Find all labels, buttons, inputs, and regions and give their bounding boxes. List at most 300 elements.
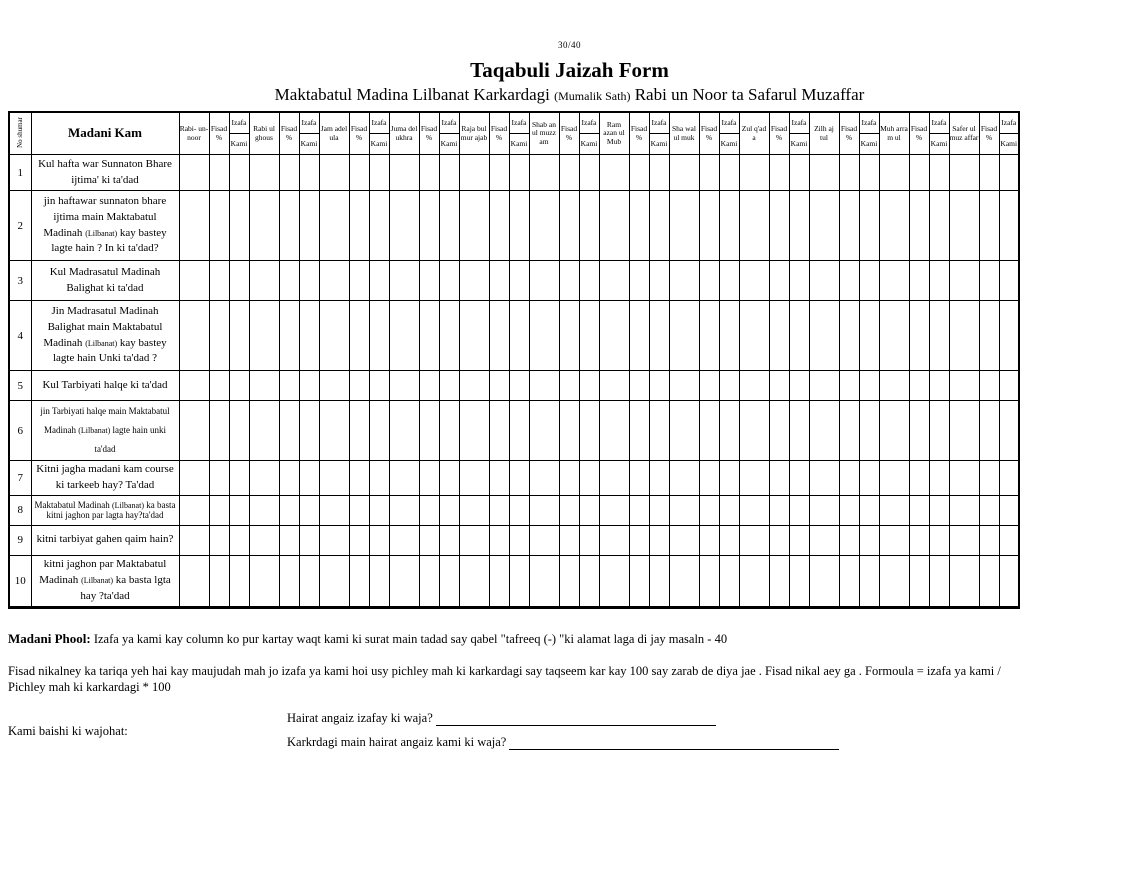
entry-cell-fisad bbox=[839, 155, 859, 191]
entry-cell-month bbox=[599, 261, 629, 301]
entry-cell-month bbox=[739, 525, 769, 555]
entry-cell-izafa-kami bbox=[579, 191, 599, 261]
entry-cell-month bbox=[809, 261, 839, 301]
kami-baishi-label: Kami baishi ki wajohat: bbox=[8, 724, 128, 739]
entry-cell-month bbox=[529, 261, 559, 301]
entry-cell-fisad bbox=[349, 191, 369, 261]
entry-cell-izafa-kami bbox=[439, 461, 459, 496]
madani-phool-line bbox=[8, 631, 1028, 647]
entry-cell-fisad bbox=[559, 371, 579, 401]
entry-cell-izafa-kami bbox=[859, 495, 879, 525]
entry-cell-izafa-kami bbox=[579, 155, 599, 191]
entry-cell-month bbox=[809, 155, 839, 191]
entry-cell-izafa-kami bbox=[369, 301, 389, 371]
entry-cell-month bbox=[809, 555, 839, 607]
entry-cell-fisad bbox=[979, 371, 999, 401]
entry-cell-izafa-kami bbox=[229, 401, 249, 461]
izafa-label: Izafa bbox=[1000, 113, 1019, 134]
entry-cell-month bbox=[249, 555, 279, 607]
entry-cell-izafa-kami bbox=[369, 525, 389, 555]
entry-cell-izafa-kami bbox=[719, 525, 739, 555]
entry-cell-month bbox=[319, 301, 349, 371]
entry-cell-fisad bbox=[209, 191, 229, 261]
entry-cell-month bbox=[669, 261, 699, 301]
entry-cell-month bbox=[599, 555, 629, 607]
entry-cell-fisad bbox=[769, 401, 789, 461]
month-header: Juma del ukhra bbox=[389, 112, 419, 155]
question-kami-row bbox=[287, 735, 1028, 750]
izafa-label: Izafa bbox=[860, 113, 879, 134]
kami-label: Kami bbox=[370, 138, 388, 148]
reasons-block bbox=[8, 711, 1028, 771]
entry-cell-izafa-kami bbox=[649, 301, 669, 371]
row-number: 7 bbox=[9, 461, 31, 496]
entry-cell-izafa-kami bbox=[719, 371, 739, 401]
entry-cell-month bbox=[669, 301, 699, 371]
fisad-percent-header: Fisad % bbox=[979, 112, 999, 155]
entry-cell-izafa-kami bbox=[789, 301, 809, 371]
entry-cell-fisad bbox=[489, 261, 509, 301]
entry-cell-month bbox=[319, 555, 349, 607]
entry-cell-izafa-kami bbox=[579, 301, 599, 371]
entry-cell-fisad bbox=[839, 555, 859, 607]
izafa-kami-header bbox=[719, 112, 739, 155]
entry-cell-fisad bbox=[699, 261, 719, 301]
entry-cell-month bbox=[879, 155, 909, 191]
entry-cell-fisad bbox=[769, 555, 789, 607]
entry-cell-fisad bbox=[629, 555, 649, 607]
entry-cell-fisad bbox=[279, 401, 299, 461]
entry-cell-izafa-kami bbox=[439, 555, 459, 607]
entry-cell-month bbox=[599, 401, 629, 461]
entry-cell-izafa-kami bbox=[859, 371, 879, 401]
entry-cell-izafa-kami bbox=[649, 495, 669, 525]
entry-cell-fisad bbox=[909, 525, 929, 555]
madani-kam-cell: Kul hafta war Sunnaton Bhare ijtima' ki ta'dad bbox=[31, 155, 179, 191]
entry-cell-month bbox=[529, 301, 559, 371]
entry-cell-month bbox=[249, 191, 279, 261]
entry-cell-month bbox=[459, 371, 489, 401]
month-header: Sha wal ul muk bbox=[669, 112, 699, 155]
entry-cell-izafa-kami bbox=[929, 191, 949, 261]
entry-cell-month bbox=[389, 461, 419, 496]
entry-cell-izafa-kami bbox=[579, 371, 599, 401]
entry-cell-month bbox=[249, 495, 279, 525]
entry-cell-month bbox=[949, 495, 979, 525]
entry-cell-month bbox=[389, 301, 419, 371]
entry-cell-fisad bbox=[209, 495, 229, 525]
entry-cell-month bbox=[319, 525, 349, 555]
entry-cell-izafa-kami bbox=[299, 191, 319, 261]
entry-cell-month bbox=[809, 191, 839, 261]
entry-cell-izafa-kami bbox=[229, 495, 249, 525]
month-header: Raja bul mur ajab bbox=[459, 112, 489, 155]
izafa-kami-header bbox=[859, 112, 879, 155]
entry-cell-fisad bbox=[629, 461, 649, 496]
entry-cell-fisad bbox=[629, 401, 649, 461]
entry-cell-fisad bbox=[909, 555, 929, 607]
entry-cell-izafa-kami bbox=[509, 525, 529, 555]
izafa-kami-header bbox=[509, 112, 529, 155]
answer-line-izafa bbox=[436, 713, 716, 726]
entry-cell-month bbox=[599, 495, 629, 525]
entry-cell-fisad bbox=[909, 261, 929, 301]
subtitle-rest: Rabi un Noor ta Safarul Muzaffar bbox=[630, 85, 865, 104]
entry-cell-izafa-kami bbox=[789, 191, 809, 261]
entry-cell-fisad bbox=[839, 301, 859, 371]
row-number: 1 bbox=[9, 155, 31, 191]
fisad-percent-header: Fisad % bbox=[699, 112, 719, 155]
question-kami-text: Karkrdagi main hairat angaiz kami ki waja? bbox=[287, 735, 507, 750]
jaizah-table bbox=[8, 111, 1020, 609]
entry-cell-fisad bbox=[699, 301, 719, 371]
entry-cell-izafa-kami bbox=[439, 525, 459, 555]
entry-cell-fisad bbox=[209, 555, 229, 607]
entry-cell-month bbox=[809, 461, 839, 496]
madani-kam-cell: Kul Madrasatul Madinah Balighat ki ta'dad bbox=[31, 261, 179, 301]
izafa-label: Izafa bbox=[300, 113, 319, 134]
entry-cell-month bbox=[319, 371, 349, 401]
entry-cell-izafa-kami bbox=[789, 261, 809, 301]
entry-cell-fisad bbox=[629, 495, 649, 525]
entry-cell-month bbox=[179, 191, 209, 261]
entry-cell-month bbox=[809, 401, 839, 461]
entry-cell-izafa-kami bbox=[929, 401, 949, 461]
entry-cell-month bbox=[599, 525, 629, 555]
entry-cell-month bbox=[809, 525, 839, 555]
entry-cell-izafa-kami bbox=[999, 461, 1019, 496]
entry-cell-month bbox=[459, 191, 489, 261]
entry-cell-fisad bbox=[419, 525, 439, 555]
madani-kam-header: Madani Kam bbox=[31, 112, 179, 155]
table-row bbox=[9, 525, 1019, 555]
entry-cell-month bbox=[669, 555, 699, 607]
entry-cell-fisad bbox=[629, 525, 649, 555]
entry-cell-izafa-kami bbox=[929, 555, 949, 607]
entry-cell-izafa-kami bbox=[929, 301, 949, 371]
entry-cell-month bbox=[669, 525, 699, 555]
table-row bbox=[9, 461, 1019, 496]
entry-cell-izafa-kami bbox=[859, 261, 879, 301]
entry-cell-month bbox=[319, 461, 349, 496]
entry-cell-izafa-kami bbox=[929, 461, 949, 496]
entry-cell-month bbox=[669, 461, 699, 496]
entry-cell-fisad bbox=[349, 495, 369, 525]
entry-cell-fisad bbox=[839, 401, 859, 461]
no-shumar-header bbox=[9, 112, 31, 155]
izafa-kami-header bbox=[439, 112, 459, 155]
entry-cell-fisad bbox=[279, 525, 299, 555]
entry-cell-izafa-kami bbox=[509, 155, 529, 191]
entry-cell-izafa-kami bbox=[509, 495, 529, 525]
entry-cell-izafa-kami bbox=[509, 371, 529, 401]
entry-cell-month bbox=[739, 371, 769, 401]
row-number: 5 bbox=[9, 371, 31, 401]
entry-cell-izafa-kami bbox=[229, 261, 249, 301]
entry-cell-fisad bbox=[209, 155, 229, 191]
entry-cell-month bbox=[179, 495, 209, 525]
entry-cell-fisad bbox=[419, 461, 439, 496]
entry-cell-izafa-kami bbox=[649, 525, 669, 555]
entry-cell-fisad bbox=[489, 495, 509, 525]
entry-cell-month bbox=[669, 401, 699, 461]
entry-cell-izafa-kami bbox=[369, 261, 389, 301]
izafa-kami-header bbox=[999, 112, 1019, 155]
entry-cell-month bbox=[739, 555, 769, 607]
entry-cell-fisad bbox=[699, 495, 719, 525]
entry-cell-fisad bbox=[209, 461, 229, 496]
entry-cell-month bbox=[739, 301, 769, 371]
entry-cell-fisad bbox=[489, 461, 509, 496]
kami-label: Kami bbox=[510, 138, 528, 148]
entry-cell-izafa-kami bbox=[439, 261, 459, 301]
entry-cell-month bbox=[949, 155, 979, 191]
madani-kam-cell: jin Tarbiyati halqe main Maktabatul Madinah (Lilbanat) lagte hain unki ta'dad bbox=[31, 401, 179, 461]
entry-cell-izafa-kami bbox=[999, 525, 1019, 555]
entry-cell-fisad bbox=[559, 401, 579, 461]
entry-cell-izafa-kami bbox=[929, 525, 949, 555]
entry-cell-fisad bbox=[209, 401, 229, 461]
notes-section bbox=[8, 631, 1028, 772]
fisad-percent-header: Fisad % bbox=[559, 112, 579, 155]
entry-cell-fisad bbox=[699, 525, 719, 555]
entry-cell-fisad bbox=[349, 525, 369, 555]
entry-cell-izafa-kami bbox=[649, 555, 669, 607]
madani-kam-cell: Kul Tarbiyati halqe ki ta'dad bbox=[31, 371, 179, 401]
entry-cell-fisad bbox=[979, 191, 999, 261]
kami-label: Kami bbox=[720, 138, 738, 148]
month-header: Shab an ul muzz am bbox=[529, 112, 559, 155]
entry-cell-izafa-kami bbox=[579, 495, 599, 525]
entry-cell-fisad bbox=[279, 191, 299, 261]
entry-cell-month bbox=[389, 525, 419, 555]
entry-cell-fisad bbox=[909, 495, 929, 525]
entry-cell-month bbox=[249, 301, 279, 371]
entry-cell-month bbox=[459, 555, 489, 607]
entry-cell-izafa-kami bbox=[719, 301, 739, 371]
row-number: 3 bbox=[9, 261, 31, 301]
izafa-label: Izafa bbox=[370, 113, 389, 134]
entry-cell-month bbox=[669, 495, 699, 525]
entry-cell-izafa-kami bbox=[719, 495, 739, 525]
table-row bbox=[9, 261, 1019, 301]
entry-cell-month bbox=[249, 261, 279, 301]
entry-cell-fisad bbox=[209, 301, 229, 371]
entry-cell-fisad bbox=[559, 525, 579, 555]
entry-cell-fisad bbox=[489, 191, 509, 261]
kami-label: Kami bbox=[300, 138, 318, 148]
entry-cell-fisad bbox=[979, 261, 999, 301]
entry-cell-fisad bbox=[419, 495, 439, 525]
izafa-kami-header bbox=[579, 112, 599, 155]
entry-cell-fisad bbox=[209, 261, 229, 301]
entry-cell-izafa-kami bbox=[229, 525, 249, 555]
entry-cell-month bbox=[599, 301, 629, 371]
entry-cell-fisad bbox=[839, 191, 859, 261]
entry-cell-izafa-kami bbox=[999, 191, 1019, 261]
month-header: Ram azan ul Mub bbox=[599, 112, 629, 155]
entry-cell-izafa-kami bbox=[439, 495, 459, 525]
kami-label: Kami bbox=[790, 138, 808, 148]
entry-cell-month bbox=[529, 495, 559, 525]
kami-label: Kami bbox=[440, 138, 458, 148]
entry-cell-month bbox=[249, 461, 279, 496]
month-header: Jam adel ula bbox=[319, 112, 349, 155]
entry-cell-izafa-kami bbox=[999, 371, 1019, 401]
entry-cell-month bbox=[949, 461, 979, 496]
entry-cell-fisad bbox=[349, 555, 369, 607]
entry-cell-month bbox=[459, 461, 489, 496]
fisad-percent-header: Fisad % bbox=[629, 112, 649, 155]
entry-cell-month bbox=[179, 261, 209, 301]
entry-cell-month bbox=[809, 301, 839, 371]
entry-cell-month bbox=[179, 301, 209, 371]
izafa-label: Izafa bbox=[790, 113, 809, 134]
entry-cell-month bbox=[739, 461, 769, 496]
entry-cell-izafa-kami bbox=[649, 191, 669, 261]
entry-cell-fisad bbox=[769, 461, 789, 496]
entry-cell-fisad bbox=[909, 301, 929, 371]
entry-cell-izafa-kami bbox=[509, 555, 529, 607]
entry-cell-izafa-kami bbox=[369, 155, 389, 191]
entry-cell-month bbox=[949, 371, 979, 401]
entry-cell-month bbox=[879, 261, 909, 301]
entry-cell-fisad bbox=[909, 371, 929, 401]
entry-cell-izafa-kami bbox=[579, 555, 599, 607]
entry-cell-month bbox=[529, 155, 559, 191]
table-row bbox=[9, 371, 1019, 401]
entry-cell-month bbox=[179, 155, 209, 191]
entry-cell-fisad bbox=[769, 261, 789, 301]
entry-cell-izafa-kami bbox=[509, 461, 529, 496]
entry-cell-izafa-kami bbox=[369, 495, 389, 525]
entry-cell-month bbox=[249, 525, 279, 555]
entry-cell-fisad bbox=[909, 461, 929, 496]
entry-cell-month bbox=[459, 301, 489, 371]
entry-cell-fisad bbox=[559, 191, 579, 261]
entry-cell-izafa-kami bbox=[929, 261, 949, 301]
table-row bbox=[9, 495, 1019, 525]
table-row bbox=[9, 155, 1019, 191]
entry-cell-fisad bbox=[419, 261, 439, 301]
entry-cell-fisad bbox=[979, 301, 999, 371]
entry-cell-fisad bbox=[559, 261, 579, 301]
entry-cell-fisad bbox=[699, 191, 719, 261]
page-number: 30/40 bbox=[557, 40, 581, 50]
madani-kam-cell: kitni jaghon par Maktabatul Madinah (Lilbanat) ka basta lgta hay ?ta'dad bbox=[31, 555, 179, 607]
entry-cell-izafa-kami bbox=[439, 155, 459, 191]
entry-cell-month bbox=[599, 461, 629, 496]
entry-cell-izafa-kami bbox=[999, 401, 1019, 461]
entry-cell-izafa-kami bbox=[999, 155, 1019, 191]
header-row bbox=[9, 112, 1019, 155]
month-header: Zul q'ad a bbox=[739, 112, 769, 155]
entry-cell-fisad bbox=[489, 525, 509, 555]
entry-cell-month bbox=[879, 495, 909, 525]
month-header: Rabi ul ghous bbox=[249, 112, 279, 155]
entry-cell-month bbox=[599, 371, 629, 401]
entry-cell-month bbox=[179, 461, 209, 496]
izafa-kami-header bbox=[369, 112, 389, 155]
entry-cell-izafa-kami bbox=[929, 371, 949, 401]
month-header: Zilh aj tul bbox=[809, 112, 839, 155]
entry-cell-month bbox=[809, 495, 839, 525]
entry-cell-izafa-kami bbox=[369, 191, 389, 261]
fisad-percent-header: Fisad % bbox=[279, 112, 299, 155]
question-izafa-row bbox=[287, 711, 1028, 726]
entry-cell-month bbox=[599, 155, 629, 191]
entry-cell-fisad bbox=[419, 371, 439, 401]
subtitle-main: Maktabatul Madina Lilbanat Karkardagi bbox=[274, 85, 555, 104]
entry-cell-month bbox=[809, 371, 839, 401]
entry-cell-izafa-kami bbox=[299, 495, 319, 525]
entry-cell-fisad bbox=[279, 155, 299, 191]
entry-cell-month bbox=[319, 495, 349, 525]
entry-cell-month bbox=[879, 301, 909, 371]
entry-cell-fisad bbox=[349, 301, 369, 371]
entry-cell-fisad bbox=[559, 495, 579, 525]
entry-cell-izafa-kami bbox=[789, 525, 809, 555]
entry-cell-month bbox=[739, 191, 769, 261]
entry-cell-izafa-kami bbox=[439, 401, 459, 461]
entry-cell-izafa-kami bbox=[579, 401, 599, 461]
entry-cell-fisad bbox=[839, 461, 859, 496]
madani-kam-cell: Jin Madrasatul Madinah Balighat main Maktabatul Madinah (Lilbanat) kay bastey lagte hain Unki ta'dad ? bbox=[31, 301, 179, 371]
entry-cell-izafa-kami bbox=[439, 301, 459, 371]
kami-label: Kami bbox=[230, 138, 248, 148]
entry-cell-fisad bbox=[629, 371, 649, 401]
entry-cell-month bbox=[879, 555, 909, 607]
entry-cell-fisad bbox=[839, 525, 859, 555]
entry-cell-month bbox=[739, 495, 769, 525]
entry-cell-month bbox=[529, 461, 559, 496]
entry-cell-fisad bbox=[279, 261, 299, 301]
izafa-label: Izafa bbox=[930, 113, 949, 134]
question-izafa-text: Hairat angaiz izafay ki waja? bbox=[287, 711, 433, 726]
izafa-kami-header bbox=[789, 112, 809, 155]
entry-cell-izafa-kami bbox=[299, 401, 319, 461]
entry-cell-izafa-kami bbox=[719, 461, 739, 496]
entry-cell-month bbox=[179, 525, 209, 555]
entry-cell-fisad bbox=[629, 191, 649, 261]
entry-cell-month bbox=[669, 191, 699, 261]
entry-cell-izafa-kami bbox=[509, 191, 529, 261]
entry-cell-month bbox=[389, 155, 419, 191]
entry-cell-fisad bbox=[699, 155, 719, 191]
entry-cell-izafa-kami bbox=[789, 401, 809, 461]
madani-kam-cell: jin haftawar sunnaton bhare ijtima main Maktabatul Madinah (Lilbanat) kay bastey lagte hain ? In ki ta'dad? bbox=[31, 191, 179, 261]
entry-cell-fisad bbox=[489, 371, 509, 401]
entry-cell-izafa-kami bbox=[439, 191, 459, 261]
entry-cell-fisad bbox=[419, 155, 439, 191]
entry-cell-izafa-kami bbox=[719, 155, 739, 191]
entry-cell-izafa-kami bbox=[299, 555, 319, 607]
entry-cell-fisad bbox=[419, 401, 439, 461]
entry-cell-fisad bbox=[629, 155, 649, 191]
entry-cell-month bbox=[529, 371, 559, 401]
entry-cell-fisad bbox=[699, 555, 719, 607]
entry-cell-month bbox=[459, 155, 489, 191]
madani-kam-cell: Kitni jagha madani kam course ki tarkeeb hay? Ta'dad bbox=[31, 461, 179, 496]
entry-cell-izafa-kami bbox=[859, 555, 879, 607]
entry-cell-month bbox=[459, 401, 489, 461]
entry-cell-izafa-kami bbox=[649, 461, 669, 496]
entry-cell-month bbox=[949, 191, 979, 261]
entry-cell-fisad bbox=[279, 301, 299, 371]
entry-cell-izafa-kami bbox=[369, 461, 389, 496]
entry-cell-fisad bbox=[489, 155, 509, 191]
entry-cell-fisad bbox=[349, 371, 369, 401]
